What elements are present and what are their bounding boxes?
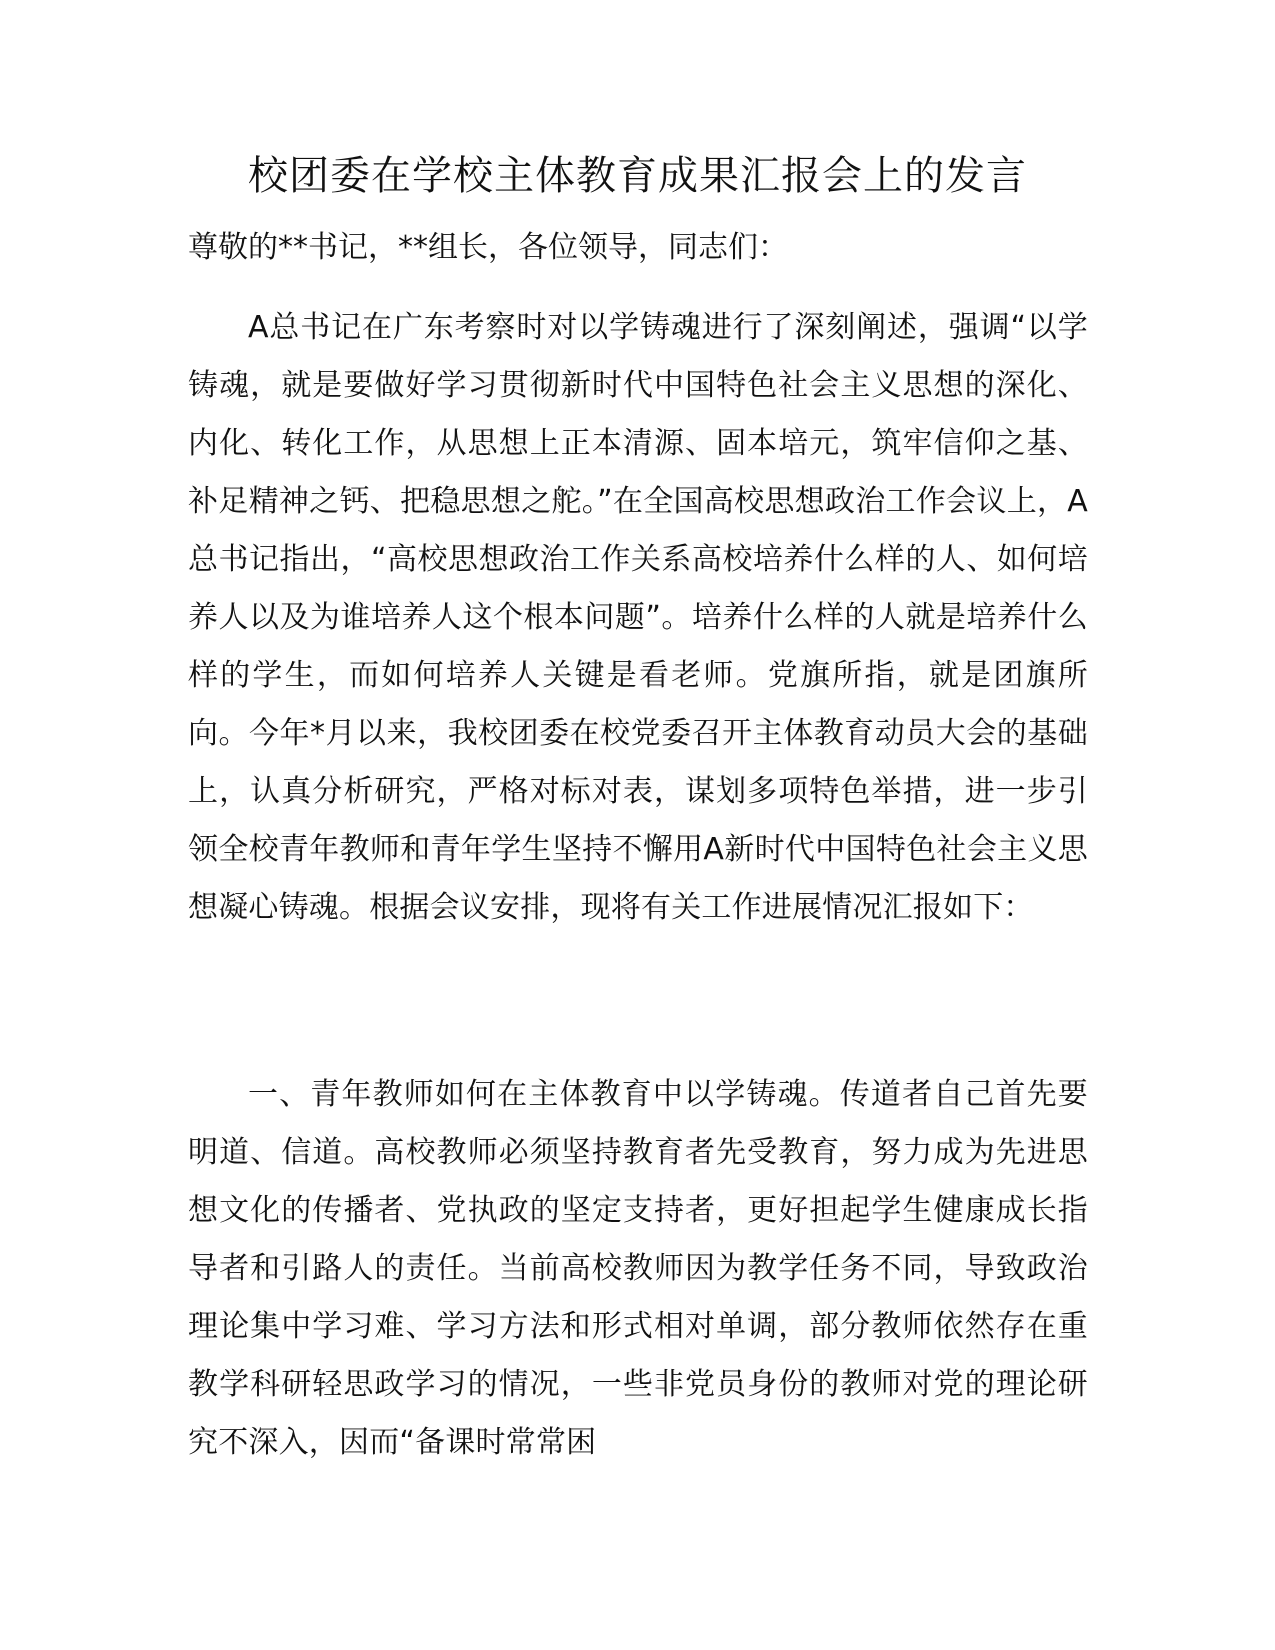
document-title: 校团委在学校主体教育成果汇报会上的发言 [248,153,1027,199]
paragraph-intro: A总书记在广东考察时对以学铸魂进行了深刻阐述，强调“以学铸魂，就是要做好学习贯彻新时代中国特色社会主义思想的深化、内化、转化工作，从思想上正本清源、固本培元，筑牢信仰之基、补足精神之钙、把稳思想之舵。”在全国高校思想政治工作会议上，A总书记指出，“高校思想政治工作关系高校培养什么样的人、如何培养人以及为谁培养人这个根本问题”。培养什么样的人就是培养什么样的学生，而如何培养人关键是看老师。党旗所指，就是团旗所向。今年*月以来，我校团委在校党委召开主体教育动员大会的基础上，认真分析研究，严格对标对表，谋划多项特色举措，进一步引领全校青年教师和青年学生坚持不懈用A新时代中国特色社会主义思想凝心铸魂。根据会议安排，现将有关工作进展情况汇报如下： [188,310,1088,925]
paragraph-section-1: 一、青年教师如何在主体教育中以学铸魂。传道者自己首先要明道、信道。高校教师必须坚持教育者先受教育，努力成为先进思想文化的传播者、党执政的坚定支持者，更好担起学生健康成长指导者和引路人的责任。当前高校教师因为教学任务不同，导致政治理论集中学习难、学习方法和形式相对单调，部分教师依然存在重教学科研轻思政学习的情况，一些非党员身份的教师对党的理论研究不深入，因而“备课时常常困 [188,1077,1088,1460]
salutation: 尊敬的**书记，**组长，各位领导，同志们： [188,230,788,265]
